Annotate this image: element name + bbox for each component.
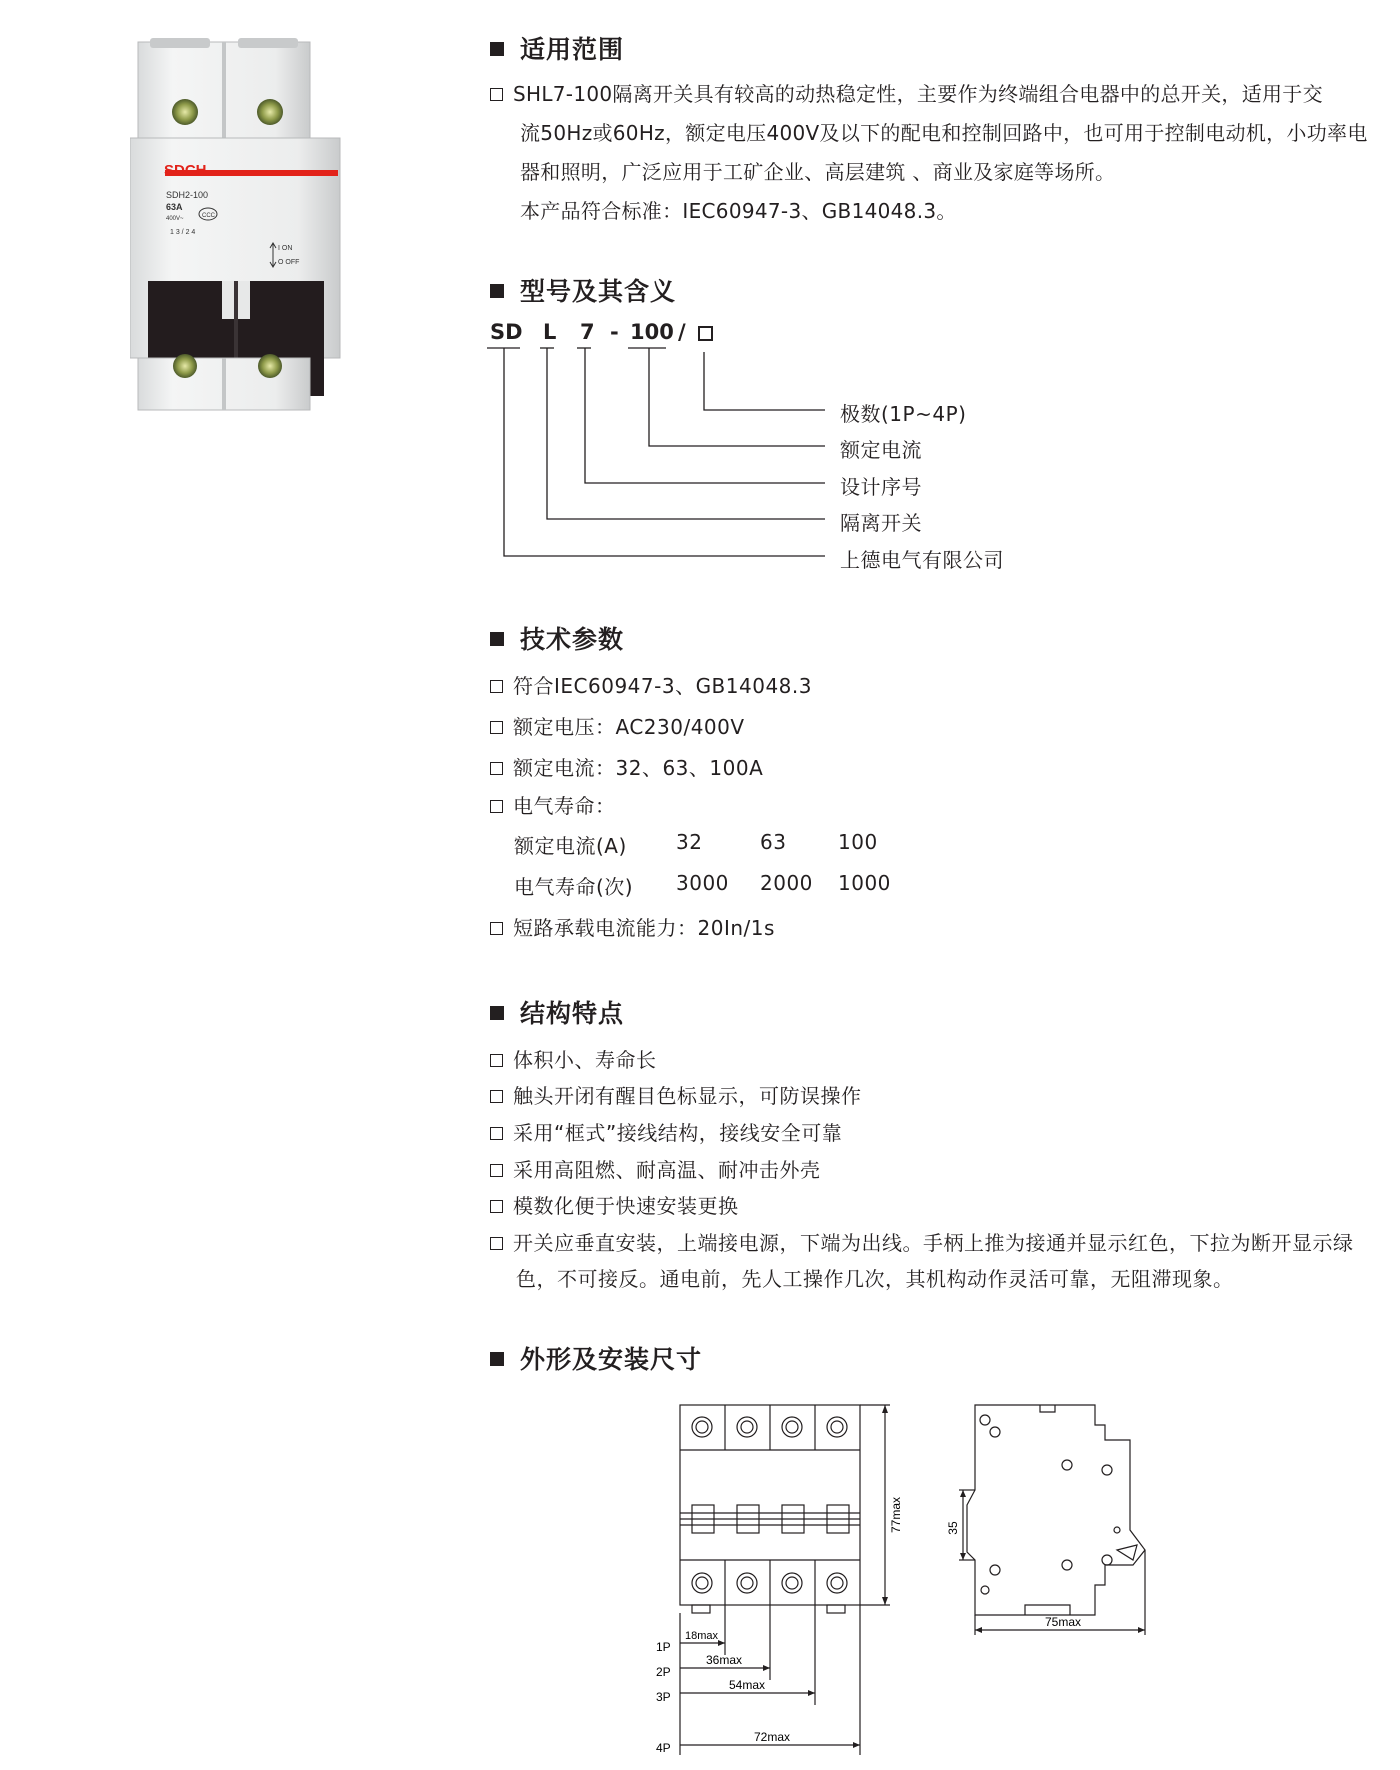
heading-text: 适用范围 xyxy=(520,35,625,64)
model-code-leader-lines xyxy=(480,340,840,565)
structure-item-text: 采用“框式”接线结构，接线安全可靠 xyxy=(513,1121,843,1145)
scope-paragraph xyxy=(490,75,1370,231)
scope-line-2: 流50Hz或60Hz，额定电压400V及以下的配电和控制回路中，也可用于控制电动机，小功率电 xyxy=(520,121,1368,145)
checkbox-bullet-icon xyxy=(490,680,503,693)
structure-item-continuation: 色，不可接反。通电前，先人工操作几次，其机构动作灵活可靠，无阻滞现象。 xyxy=(516,1267,1234,1291)
tech-item xyxy=(490,670,812,699)
life-table-cell: 100 xyxy=(838,830,878,854)
dim-4p-label: 72max xyxy=(754,1730,791,1744)
pole-placeholder-box xyxy=(698,326,713,341)
model-label: SDH2-100 xyxy=(166,190,209,200)
dim-3p-label: 54max xyxy=(729,1678,766,1692)
checkbox-bullet-icon xyxy=(490,1090,503,1103)
structure-item-text: 开关应垂直安装，上端接电源，下端为出线。手柄上推为接通并显示红色，下拉为断开显示绿 xyxy=(513,1231,1354,1255)
structure-item xyxy=(490,1080,862,1109)
tech-item-text: 电气寿命： xyxy=(513,794,616,818)
dim-2p-label: 36max xyxy=(706,1653,743,1667)
pole-label-4p: 4P xyxy=(656,1741,671,1755)
product-photo xyxy=(130,38,345,413)
tech-item-text: 额定电压：AC230/400V xyxy=(513,715,745,739)
structure-item-text: 模数化便于快速安装更换 xyxy=(513,1194,739,1218)
structure-item-text: 采用高阻燃、耐高温、耐冲击外壳 xyxy=(513,1158,821,1182)
checkbox-bullet-icon xyxy=(490,800,503,813)
voltage-label: 400V~ xyxy=(166,216,184,222)
structure-item xyxy=(490,1154,821,1183)
code-part-slash: / xyxy=(678,320,686,344)
section-heading-tech xyxy=(490,620,624,656)
checkbox-bullet-icon xyxy=(490,1200,503,1213)
tech-item-text: 短路承载电流能力：20In/1s xyxy=(513,916,775,940)
dim-depth-label: 75max xyxy=(1045,1615,1082,1629)
off-label: O OFF xyxy=(278,259,300,266)
life-table-cell: 63 xyxy=(760,830,787,854)
section-heading-model xyxy=(490,272,676,308)
scope-line-1: SHL7-100隔离开关具有较高的动热稳定性，主要作为终端组合电器中的总开关，适用于交 xyxy=(513,82,1323,106)
code-part-7: 7 xyxy=(580,320,595,344)
tech-item-text: 符合IEC60947-3、GB14048.3 xyxy=(513,674,812,698)
structure-item-text: 触头开闭有醒目色标显示，可防误操作 xyxy=(513,1084,862,1108)
life-table-cell: 3000 xyxy=(676,871,729,895)
checkbox-bullet-icon xyxy=(490,922,503,935)
dim-1p-label: 18max xyxy=(685,1630,719,1642)
meaning-isolating-switch: 隔离开关 xyxy=(840,511,922,535)
meaning-poles: 极数(1P~4P) xyxy=(840,402,967,426)
section-heading-scope xyxy=(490,30,624,66)
checkbox-bullet-icon xyxy=(490,1237,503,1250)
life-table-header: 电气寿命(次) xyxy=(514,875,634,899)
checkbox-bullet-icon xyxy=(490,1054,503,1067)
structure-item xyxy=(490,1117,842,1146)
tech-item xyxy=(490,912,775,941)
side-view-drawing xyxy=(945,1400,1185,1645)
pole-label-3p: 3P xyxy=(656,1690,671,1704)
on-label: I ON xyxy=(278,245,293,252)
structure-item xyxy=(490,1190,739,1219)
structure-item-text: 体积小、寿命长 xyxy=(513,1048,657,1072)
brand-logo: SDCH xyxy=(164,162,207,179)
structure-item xyxy=(490,1227,1354,1256)
meaning-design-number: 设计序号 xyxy=(840,475,922,499)
checkbox-bullet-icon xyxy=(490,762,503,775)
heading-text: 型号及其含义 xyxy=(520,277,677,306)
heading-text: 结构特点 xyxy=(520,999,625,1028)
heading-text: 技术参数 xyxy=(520,625,625,654)
tech-item xyxy=(490,790,616,819)
dim-height-label: 77max xyxy=(889,1496,903,1534)
structure-item xyxy=(490,1044,657,1073)
heading-text: 外形及安装尺寸 xyxy=(520,1345,703,1374)
code-part-100: 100 xyxy=(630,320,674,344)
code-part-l: L xyxy=(543,320,557,344)
square-bullet-icon xyxy=(490,1352,504,1366)
square-bullet-icon xyxy=(490,632,504,646)
dim-rail-label: 35 xyxy=(946,1521,960,1535)
front-view-drawing xyxy=(650,1395,910,1765)
terminal-label: 1 3 / 2 4 xyxy=(170,229,196,236)
square-bullet-icon xyxy=(490,284,504,298)
section-heading-dimensions xyxy=(490,1340,702,1376)
life-table-cell: 1000 xyxy=(838,871,891,895)
meaning-company: 上德电气有限公司 xyxy=(840,548,1004,572)
tech-item xyxy=(490,711,745,740)
life-table-header: 额定电流(A) xyxy=(514,834,627,858)
code-part-sd: SD xyxy=(490,320,523,344)
code-part-dash: - xyxy=(610,320,619,344)
tech-item xyxy=(490,752,763,781)
scope-line xyxy=(490,75,1370,114)
pole-label-1p: 1P xyxy=(656,1640,671,1654)
checkbox-bullet-icon xyxy=(490,1127,503,1140)
section-heading-structure xyxy=(490,994,624,1030)
tech-item-text: 额定电流：32、63、100A xyxy=(513,756,764,780)
cert-mark: CCC xyxy=(202,213,215,219)
circuit-breaker-illustration xyxy=(130,38,345,413)
life-table-cell: 2000 xyxy=(760,871,813,895)
meaning-rated-current: 额定电流 xyxy=(840,438,922,462)
checkbox-bullet-icon xyxy=(490,1164,503,1177)
scope-line-4: 本产品符合标准：IEC60947-3、GB14048.3。 xyxy=(520,199,957,223)
square-bullet-icon xyxy=(490,1006,504,1020)
pole-label-2p: 2P xyxy=(656,1665,671,1679)
checkbox-bullet-icon xyxy=(490,88,503,101)
current-label: 63A xyxy=(166,202,183,212)
scope-line-3: 器和照明，广泛应用于工矿企业、高层建筑 、商业及家庭等场所。 xyxy=(520,160,1116,184)
square-bullet-icon xyxy=(490,42,504,56)
life-table-cell: 32 xyxy=(676,830,703,854)
checkbox-bullet-icon xyxy=(490,721,503,734)
